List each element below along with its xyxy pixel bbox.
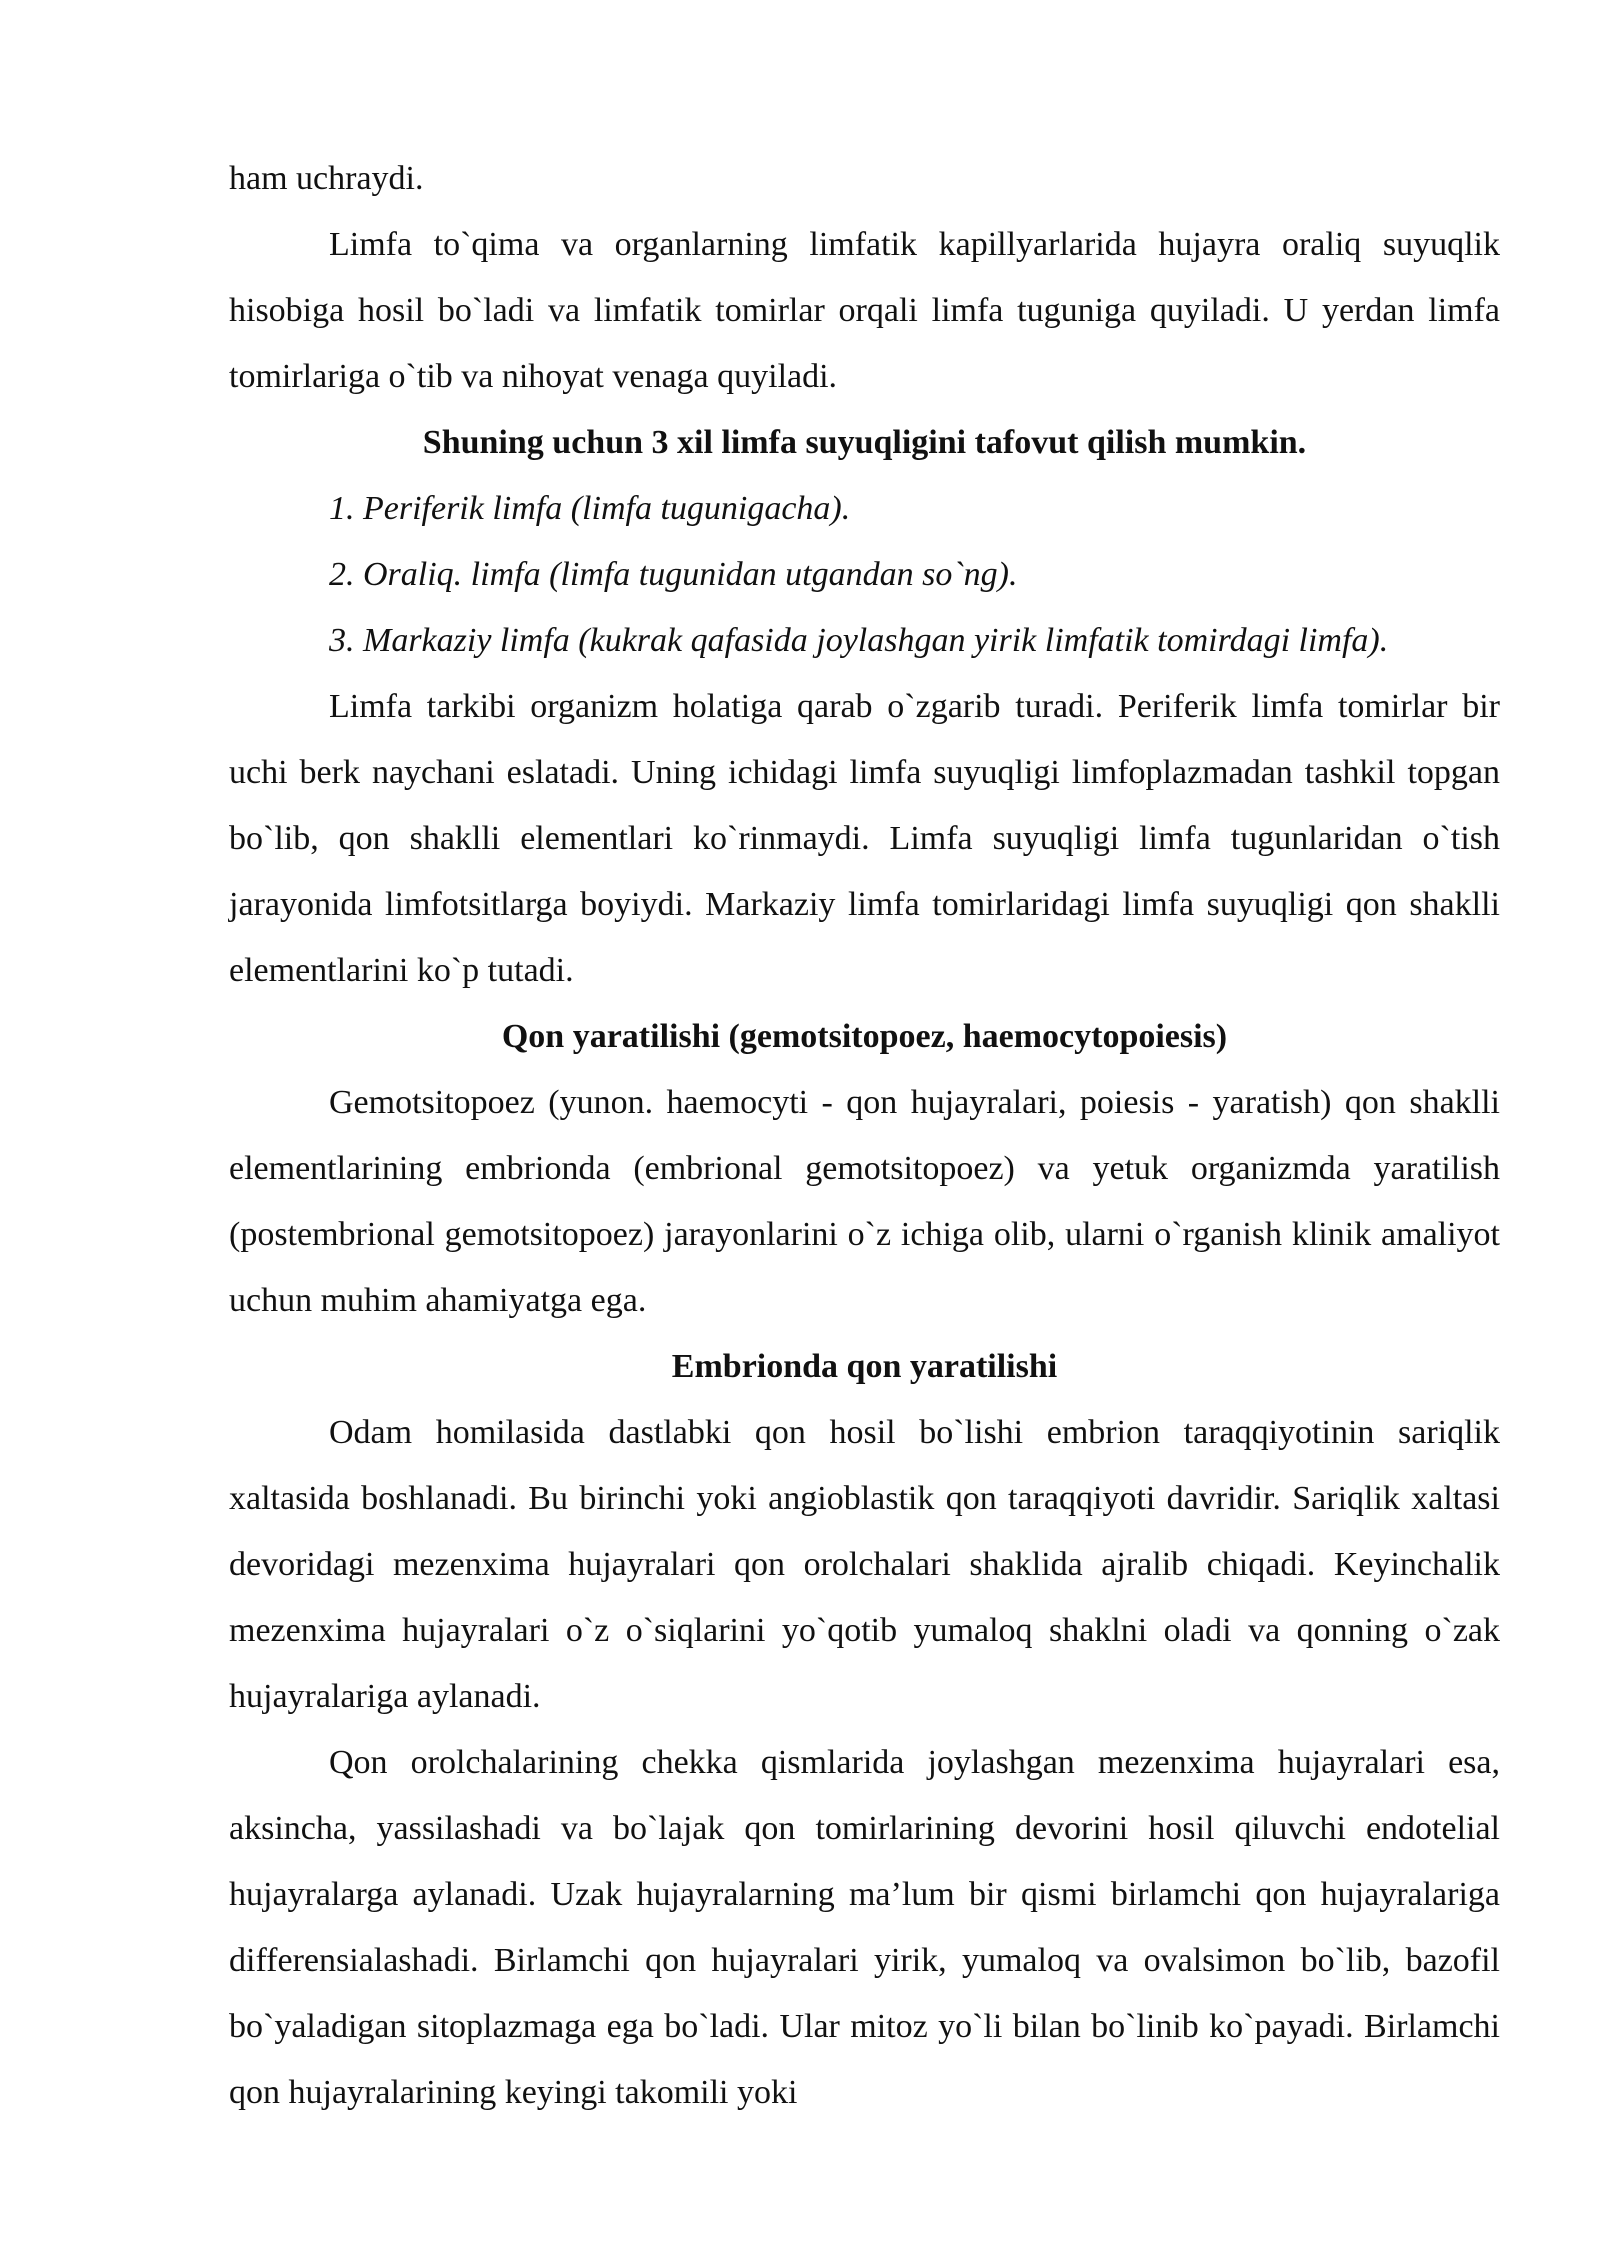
paragraph-blood-islands: Qon orolchalarining chekka qismlarida joylashgan mezenxima hujayralari esa, aksincha, yassilashadi va bo`lajak qon tomirlarining devorini hosil qiluvchi endotelial hujayralarga aylanadi. Uzak hujayralarning ma’lum bir qismi birlamchi qon hujayralariga differensialashadi. Birlamchi qon hujayralari yirik, yumaloq va ovalsimon bo`lib, bazofil bo`yaladigan sitoplazmaga ega bo`ladi. Ular mitoz yo`li bilan bo`linib ko`payadi. Birlamchi qon hujayralarining keyingi takomili yoki: [229, 1744, 1500, 2111]
heading-embryonic-hematopoiesis: Embrionda qon yaratilishi: [671, 1348, 1058, 1385]
paragraph-continuation: ham uchraydi.: [229, 160, 424, 197]
list-item-central-lymph: 3. Markaziy limfa (kukrak qafasida joylashgan yirik limfatik tomirdagi limfa).: [329, 622, 1389, 659]
list-item-peripheral-lymph: 1. Periferik limfa (limfa tugunigacha).: [329, 490, 851, 527]
paragraph-lymph-composition: Limfa tarkibi organizm holatiga qarab o`zgarib turadi. Periferik limfa tomirlar bir uchi berk naychani eslatadi. Uning ichidagi limfa suyuqligi limfoplazmadan tashkil topgan bo`lib, qon shaklli elementlari ko`rinmaydi. Limfa suyuqligi limfa tugunlaridan o`tish jarayonida limfotsitlarga boyiydi. Markaziy limfa tomirlaridagi limfa suyuqligi qon shaklli elementlarini ko`p tutadi.: [229, 688, 1500, 989]
paragraph-yolk-sac: Odam homilasida dastlabki qon hosil bo`lishi embrion taraqqiyotinin sariqlik xaltasida boshlanadi. Bu birinchi yoki angioblastik qon taraqqiyoti davridir. Sariqlik xaltasi devoridagi mezenxima hujayralari qon orolchalari shaklida ajralib chiqadi. Keyinchalik mezenxima hujayralari o`z o`siqlarini yo`qotib yumaloq shaklni oladi va qonning o`zak hujayralariga aylanadi.: [229, 1414, 1500, 1715]
document-body: [229, 146, 1500, 2126]
list-item-intermediate-lymph: 2. Oraliq. limfa (limfa tugunidan utgandan so`ng).: [329, 556, 1018, 593]
paragraph-lymph-formation: Limfa to`qima va organlarning limfatik kapillyarlarida hujayra oraliq suyuqlik hisobiga hosil bo`ladi va limfatik tomirlar orqali limfa tuguniga quyiladi. U yerdan limfa tomirlariga o`tib va nihoyat venaga quyiladi.: [229, 226, 1500, 395]
heading-hematopoiesis: Qon yaratilishi (gemotsitopoez, haemocytopoiesis): [501, 1018, 1228, 1055]
heading-lymph-types: Shuning uchun 3 xil limfa suyuqligini tafovut qilish mumkin.: [422, 424, 1307, 461]
paragraph-hematopoiesis-definition: Gemotsitopoez (yunon. haemocyti - qon hujayralari, poiesis - yaratish) qon shaklli elementlarining embrionda (embrional gemotsitopoez) va yetuk organizmda yaratilish (postembrional gemotsitopoez) jarayonlarini o`z ichiga olib, ularni o`rganish klinik amaliyot uchun muhim ahamiyatga ega.: [229, 1084, 1500, 1319]
